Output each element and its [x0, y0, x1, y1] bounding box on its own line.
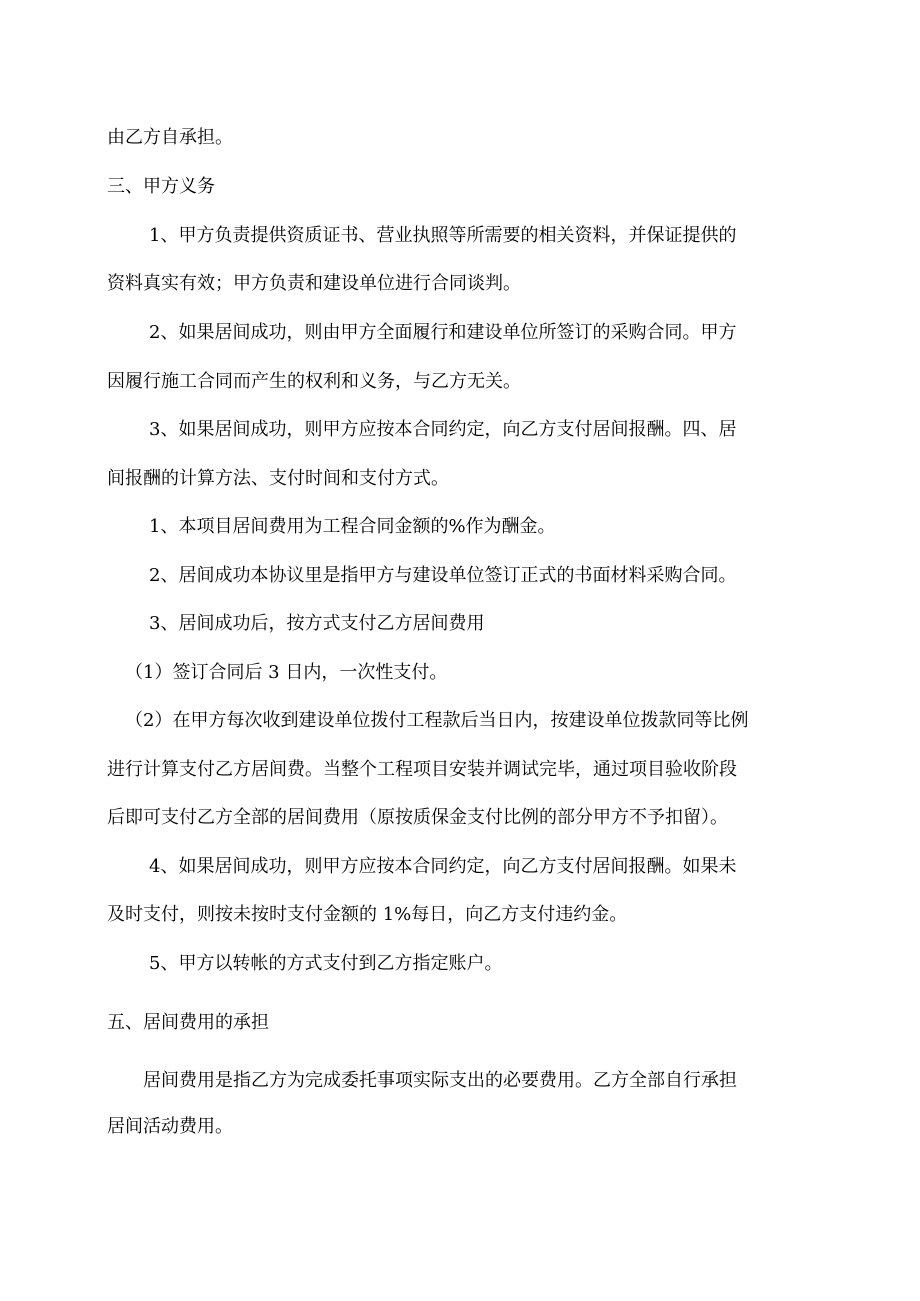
text-line: 资料真实有效；甲方负责和建设单位进行合同谈判。 [107, 273, 521, 294]
text-line: 因履行施工合同而产生的权利和义务，与乙方无关。 [107, 371, 521, 392]
text-line: 2、如果居间成功，则由甲方全面履行和建设单位所签订的采购合同。甲方 [149, 322, 737, 343]
text-line: 居间活动费用。 [107, 1116, 233, 1137]
text-line: 3、如果居间成功，则甲方应按本合同约定，向乙方支付居间报酬。四、居 [149, 419, 737, 440]
text-line: （2）在甲方每次收到建设单位拨付工程款后当日内，按建设单位拨款同等比例 [125, 710, 749, 731]
text-line: 4、如果居间成功，则甲方应按本合同约定，向乙方支付居间报酬。如果未 [149, 856, 737, 877]
text-line: 间报酬的计算方法、支付时间和支付方式。 [107, 468, 449, 489]
text-line: 2、居间成功本协议里是指甲方与建设单位签订正式的书面材料采购合同。 [149, 565, 737, 586]
text-line: 居间费用是指乙方为完成委托事项实际支出的必要费用。乙方全部自行承担 [143, 1070, 737, 1091]
section-heading: 五、居间费用的承担 [107, 1012, 269, 1033]
text-line: 及时支付，则按未按时支付金额的 1%每日，向乙方支付违约金。 [107, 904, 628, 925]
text-line: 进行计算支付乙方居间费。当整个工程项目安装并调试完毕，通过项目验收阶段 [107, 759, 737, 780]
text-line: 后即可支付乙方全部的居间费用（原按质保金支付比例的部分甲方不予扣留）。 [107, 807, 728, 828]
section-heading: 三、甲方义务 [107, 176, 215, 197]
text-line: 1、甲方负责提供资质证书、营业执照等所需要的相关资料，并保证提供的 [149, 225, 737, 246]
text-line: 由乙方自承担。 [107, 127, 233, 148]
text-line: 3、居间成功后，按方式支付乙方居间费用 [149, 613, 485, 634]
text-line: 1、本项目居间费用为工程合同金额的%作为酬金。 [149, 516, 556, 537]
text-line: 5、甲方以转帐的方式支付到乙方指定账户。 [149, 953, 503, 974]
text-line: （1）签订合同后 3 日内，一次性支付。 [125, 662, 448, 683]
